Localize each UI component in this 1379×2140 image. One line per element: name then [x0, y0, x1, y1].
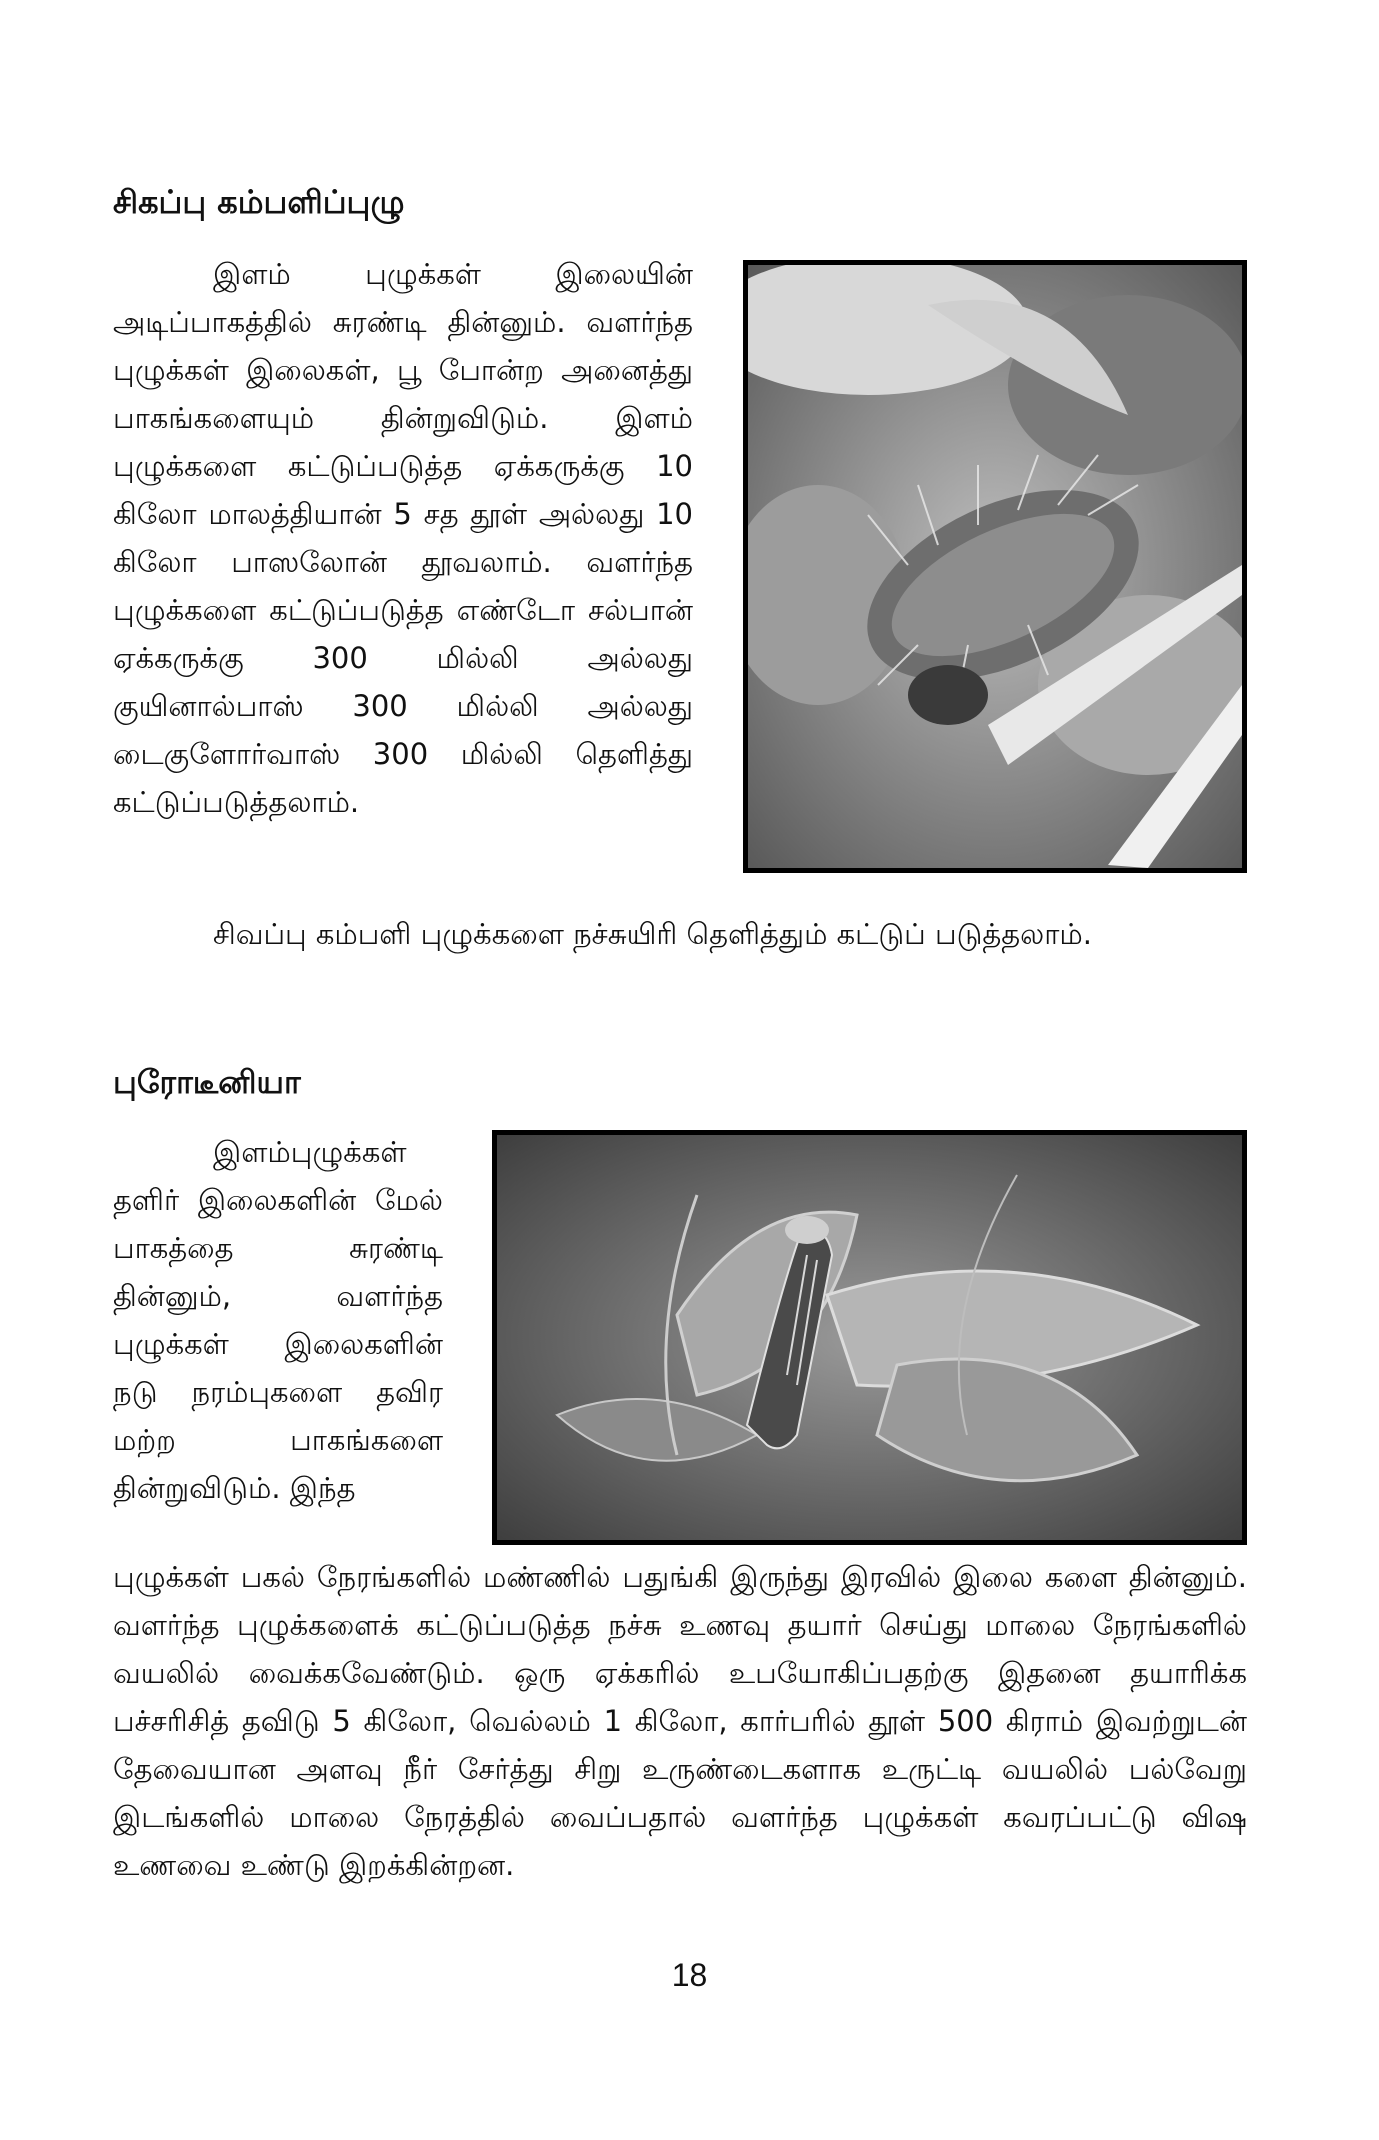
section-heading-red-hairy-caterpillar: சிகப்பு கம்பளிப்புழு — [113, 183, 405, 221]
paragraph-prodenia-full: புழுக்கள் பகல் நேரங்களில் மண்ணில் பதுங்கி இருந்து இரவில் இலை களை தின்னும். வளர்ந்த புழுக்களைக் கட்டுப்படுத்த நச்சு உணவு தயார் செய்து மாலை நேரங்களில் வயலில் வைக்கவேண்டும். ஒரு ஏக்கரில் உபயோகிப்பதற்கு இதனை தயாரிக்க பச்சரிசித் தவிடு 5 கிலோ, வெல்லம் 1 கிலோ, கார்பரில் தூள் 500 கிராம் இவற்றுடன் தேவையான அளவு நீர் சேர்த்து சிறு உருண்டைகளாக உருட்டி வயலில் பல்வேறு இடங்களில் மாலை நேரத்தில் வைப்பதால் வளர்ந்த புழுக்கள் கவரப்பட்டு விஷ உணவை உண்டு இறக்கின்றன. — [113, 1560, 1247, 1882]
photo-hairy-caterpillar — [743, 260, 1247, 873]
section-heading-prodenia: புரோடீனியா — [113, 1063, 301, 1101]
paragraph-virus-spray: சிவப்பு கம்பளி புழுக்களை நச்சுயிரி தெளித்தும் கட்டுப் படுத்தலாம். — [213, 917, 1092, 951]
photo-prodenia-caterpillar — [492, 1130, 1247, 1545]
paragraph-prodenia-side: இளம்புழுக்கள் தளிர் இலைகளின் மேல் பாகத்தை சுரண்டி தின்னும், வளர்ந்த புழுக்கள் இலைகளின் நடு நரம்புகளை தவிர மற்ற பாகங்களை தின்றுவிடும். இந்த — [113, 1135, 443, 1505]
page-number: 18 — [671, 1957, 708, 1993]
hairy-caterpillar-image — [748, 265, 1242, 868]
paragraph-red-hairy-caterpillar-control: இளம் புழுக்கள் இலையின் அடிப்பாகத்தில் சுரண்டி தின்னும். வளர்ந்த புழுக்கள் இலைகள், பூ போன்ற அனைத்து பாகங்களையும் தின்றுவிடும். இளம் புழுக்களை கட்டுப்படுத்த ஏக்கருக்கு 10 கிலோ மாலத்தியான் 5 சத தூள் அல்லது 10 கிலோ பாஸலோன் தூவலாம். வளர்ந்த புழுக்களை கட்டுப்படுத்த எண்டோ சல்பான் ஏக்கருக்கு 300 மில்லி அல்லது குயினால்பாஸ் 300 மில்லி அல்லது டைகுளோர்வாஸ் 300 மில்லி தெளித்து கட்டுப்படுத்தலாம். — [113, 257, 693, 819]
prodenia-caterpillar-image — [497, 1135, 1242, 1540]
